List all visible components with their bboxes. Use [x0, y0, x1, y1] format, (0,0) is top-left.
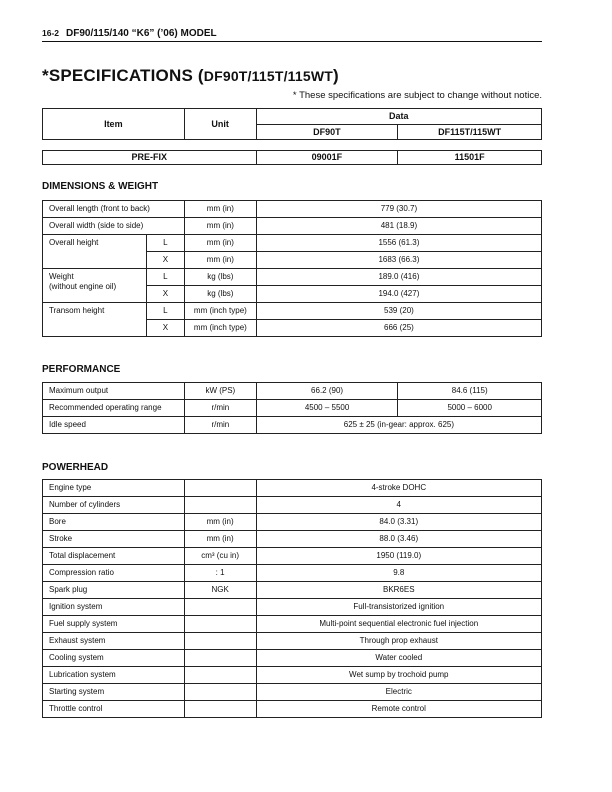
spec-value: Water cooled	[256, 650, 541, 667]
prefix-table	[42, 150, 542, 165]
table-row	[43, 548, 542, 565]
table-row	[43, 235, 542, 252]
spec-item: Overall height	[43, 235, 147, 269]
spec-value: Through prop exhaust	[256, 633, 541, 650]
spec-variant: L	[146, 303, 184, 320]
spec-value: Wet sump by trochoid pump	[256, 667, 541, 684]
spec-value: Electric	[256, 684, 541, 701]
section-heading-dimensions: DIMENSIONS & WEIGHT	[42, 181, 159, 192]
table-row	[43, 303, 542, 320]
table-row	[43, 616, 542, 633]
table-row	[43, 582, 542, 599]
spec-item: Spark plug	[43, 582, 185, 599]
table-row	[43, 218, 542, 235]
spec-unit	[184, 684, 256, 701]
spec-value: 9.8	[256, 565, 541, 582]
spec-value: 84.0 (3.31)	[256, 514, 541, 531]
spec-item: Maximum output	[43, 383, 185, 400]
table-row	[43, 497, 542, 514]
spec-item: Cooling system	[43, 650, 185, 667]
spec-item: Throttle control	[43, 701, 185, 718]
spec-value-a: 66.2 (90)	[256, 383, 398, 400]
spec-value: 189.0 (416)	[256, 269, 541, 286]
spec-item: Overall length (front to back)	[43, 201, 185, 218]
spec-value: 779 (30.7)	[256, 201, 541, 218]
title-close: )	[333, 66, 339, 85]
column-header-table	[42, 108, 542, 140]
spec-unit	[184, 599, 256, 616]
header-rule	[42, 41, 542, 42]
model-a-header: DF90T	[256, 124, 398, 140]
spec-item: Transom height	[43, 303, 147, 337]
spec-value: 1556 (61.3)	[256, 235, 541, 252]
spec-item: Total displacement	[43, 548, 185, 565]
change-note: * These specifications are subject to change without notice.	[292, 90, 542, 101]
table-row	[43, 633, 542, 650]
spec-unit: mm (in)	[184, 218, 256, 235]
spec-item-weight	[43, 269, 147, 303]
spec-item: Ignition system	[43, 599, 185, 616]
spec-unit: mm (in)	[184, 252, 256, 269]
table-row	[43, 383, 542, 400]
spec-unit: mm (in)	[184, 514, 256, 531]
spec-unit	[184, 633, 256, 650]
spec-item: Overall width (side to side)	[43, 218, 185, 235]
spec-variant: X	[146, 252, 184, 269]
spec-value: Multi-point sequential electronic fuel injection	[256, 616, 541, 633]
spec-unit: cm³ (cu in)	[184, 548, 256, 565]
spec-unit: mm (in)	[184, 201, 256, 218]
dimensions-table	[42, 200, 542, 337]
table-row	[43, 667, 542, 684]
spec-item: Fuel supply system	[43, 616, 185, 633]
spec-unit: mm (in)	[184, 235, 256, 252]
spec-value-a: 4500 – 5500	[256, 400, 398, 417]
spec-unit: NGK	[184, 582, 256, 599]
spec-value: 88.0 (3.46)	[256, 531, 541, 548]
data-header: Data	[256, 109, 541, 125]
spec-value: BKR6ES	[256, 582, 541, 599]
weight-label: Weight	[49, 272, 74, 281]
section-heading-performance: PERFORMANCE	[42, 364, 121, 375]
page-title	[42, 66, 339, 86]
spec-variant: X	[146, 320, 184, 337]
prefix-label: PRE-FIX	[43, 151, 257, 165]
spec-item: Engine type	[43, 480, 185, 497]
table-row	[43, 417, 542, 434]
title-models: DF90T/115T/115WT	[203, 68, 334, 84]
spec-unit: mm (inch type)	[184, 303, 256, 320]
spec-unit	[184, 616, 256, 633]
model-title: DF90/115/140 “K6” (’06) MODEL	[66, 28, 217, 39]
spec-unit	[184, 701, 256, 718]
spec-unit: kg (lbs)	[184, 269, 256, 286]
spec-unit	[184, 650, 256, 667]
model-b-header: DF115T/115WT	[398, 124, 542, 140]
title-main: *SPECIFICATIONS (	[42, 66, 204, 85]
spec-value: 194.0 (427)	[256, 286, 541, 303]
spec-value: 666 (25)	[256, 320, 541, 337]
spec-value: Remote control	[256, 701, 541, 718]
spec-item: Exhaust system	[43, 633, 185, 650]
table-row	[43, 514, 542, 531]
table-row	[43, 565, 542, 582]
spec-value: Full-transistorized ignition	[256, 599, 541, 616]
spec-item: Compression ratio	[43, 565, 185, 582]
table-row	[43, 400, 542, 417]
spec-value: 1683 (66.3)	[256, 252, 541, 269]
spec-item: Recommended operating range	[43, 400, 185, 417]
performance-table	[42, 382, 542, 434]
item-header: Item	[43, 109, 185, 140]
table-row	[43, 531, 542, 548]
spec-unit: kW (PS)	[184, 383, 256, 400]
spec-value: 4	[256, 497, 541, 514]
spec-variant: L	[146, 235, 184, 252]
prefix-a: 09001F	[256, 151, 398, 165]
spec-unit: r/min	[184, 417, 256, 434]
page-number: 16-2	[42, 28, 60, 38]
table-row	[43, 684, 542, 701]
powerhead-table	[42, 479, 542, 718]
spec-value: 4-stroke DOHC	[256, 480, 541, 497]
spec-unit: mm (inch type)	[184, 320, 256, 337]
spec-item: Stroke	[43, 531, 185, 548]
weight-note: (without engine oil)	[49, 282, 117, 291]
spec-unit	[184, 497, 256, 514]
table-row	[43, 269, 542, 286]
spec-value: 481 (18.9)	[256, 218, 541, 235]
section-heading-powerhead: POWERHEAD	[42, 462, 109, 473]
prefix-b: 11501F	[398, 151, 542, 165]
spec-item: Idle speed	[43, 417, 185, 434]
spec-variant: L	[146, 269, 184, 286]
spec-unit	[184, 480, 256, 497]
table-row	[43, 701, 542, 718]
spec-value: 625 ± 25 (in-gear: approx. 625)	[256, 417, 541, 434]
table-row	[43, 201, 542, 218]
spec-unit: r/min	[184, 400, 256, 417]
spec-unit: mm (in)	[184, 531, 256, 548]
spec-item: Lubrication system	[43, 667, 185, 684]
spec-item: Bore	[43, 514, 185, 531]
page-header	[42, 28, 217, 39]
spec-unit: kg (lbs)	[184, 286, 256, 303]
spec-unit	[184, 667, 256, 684]
spec-item: Starting system	[43, 684, 185, 701]
spec-value: 1950 (119.0)	[256, 548, 541, 565]
table-row	[43, 480, 542, 497]
table-row	[43, 599, 542, 616]
table-row	[43, 650, 542, 667]
spec-value-b: 5000 – 6000	[398, 400, 542, 417]
spec-variant: X	[146, 286, 184, 303]
spec-unit: : 1	[184, 565, 256, 582]
spec-item: Number of cylinders	[43, 497, 185, 514]
spec-value-b: 84.6 (115)	[398, 383, 542, 400]
unit-header: Unit	[184, 109, 256, 140]
spec-value: 539 (20)	[256, 303, 541, 320]
